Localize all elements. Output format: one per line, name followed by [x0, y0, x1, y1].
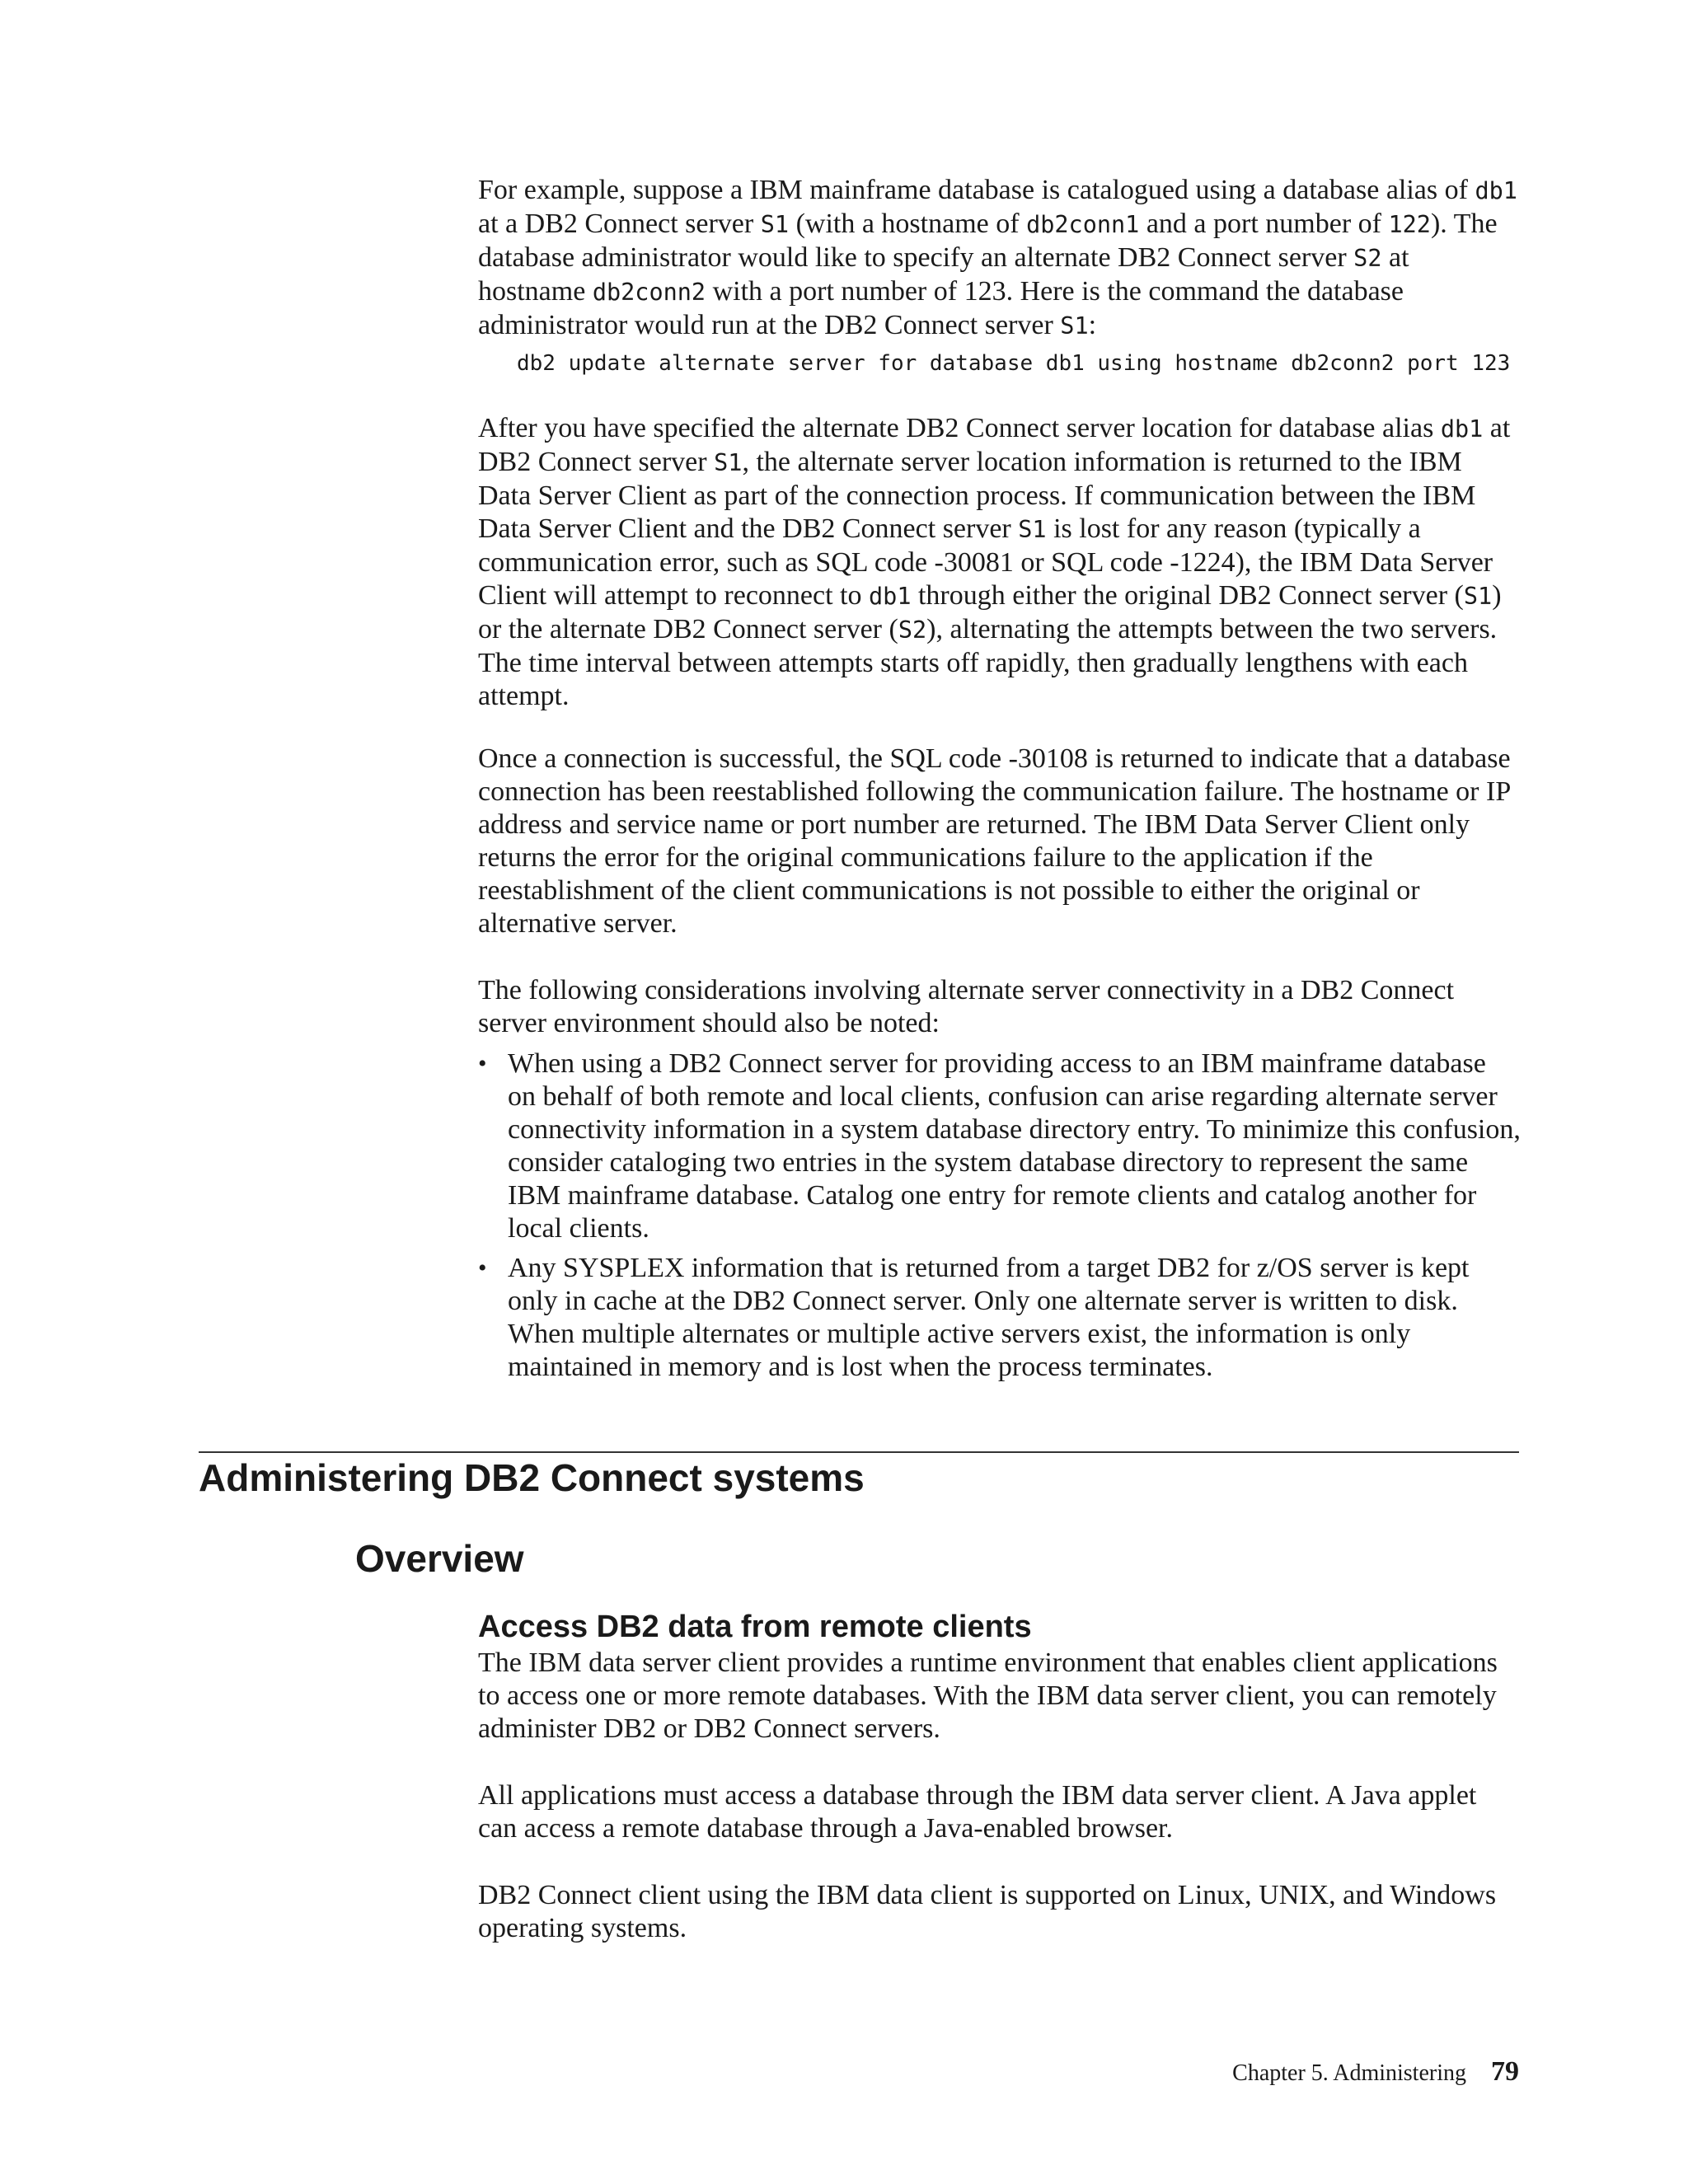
section-heading: Administering DB2 Connect systems: [199, 1456, 865, 1499]
bullet-icon: •: [478, 1050, 487, 1077]
inline-code: db1: [869, 583, 912, 610]
page-number: 79: [1491, 2056, 1519, 2087]
text-run: at DB2 Connect server: [478, 413, 1511, 477]
text-run: :: [1088, 310, 1097, 340]
section-divider: [199, 1451, 1519, 1453]
bullet-icon: •: [478, 1254, 487, 1282]
inline-code: S1: [1018, 516, 1047, 543]
inline-code: db1: [1475, 177, 1517, 204]
inline-code: S1: [714, 449, 743, 476]
text-run: and a port number of: [1139, 209, 1389, 239]
paragraph-text: The IBM data server client provides a runtime environment that enables client applications to access one or more remote databases. With the IBM data server client, you can remotely administer DB2 or DB2 Connect servers.: [478, 1647, 1498, 1744]
paragraph-text: The following considerations involving alternate server connectivity in a DB2 Connect server environment should also be noted:: [478, 975, 1455, 1038]
inline-code: 122: [1388, 211, 1431, 238]
text-run: For example, suppose a IBM mainframe database is catalogued using a database alias of: [478, 175, 1475, 205]
paragraph-alternate-location: [478, 412, 1521, 713]
paragraph-considerations: [478, 974, 1521, 1040]
paragraph-example: [478, 174, 1521, 343]
list-item: [478, 1047, 1521, 1245]
paragraph-text: DB2 Connect client using the IBM data client is supported on Linux, UNIX, and Windows operating systems.: [478, 1880, 1497, 1943]
page-footer: [1232, 2056, 1519, 2088]
text-run: with a port number of 123. Here is the command the database administrator would run at the DB2 Connect server: [478, 276, 1404, 340]
inline-code: S1: [1060, 312, 1089, 340]
list-item-text: When using a DB2 Connect server for providing access to an IBM mainframe database on behalf of both remote and local clients, confusion can arise regarding alternate server connectivity information in a system database directory entry. To minimize this confusion, consider cataloging two entries in the system database directory to represent the same IBM mainframe database. Catalog one entry for remote clients and catalog another for local clients.: [508, 1048, 1521, 1244]
paragraph-applications-access: [478, 1779, 1521, 1845]
inline-code: db1: [1440, 415, 1484, 443]
text-run: ), alternating the attempts between the two servers. The time interval between attempts starts off rapidly, then gradually lengthens with each attempt.: [478, 614, 1498, 711]
inline-code: S1: [1463, 583, 1493, 610]
inline-code: S2: [1353, 245, 1382, 272]
command-example: db2 update alternate server for database db1 using hostname db2conn2 port 123: [517, 351, 1511, 376]
inline-code: db2conn2: [592, 279, 706, 306]
paragraph-text: Once a connection is successful, the SQL code -30108 is returned to indicate that a database connection has been reestablished following the communication failure. The hostname or IP address and service name or port number are returned. The IBM Data Server Client only returns the error for the original communications failure to the application if the reestablishment of the client communications is not possible to either the original or alternative server.: [478, 743, 1511, 939]
subsection-heading: Overview: [355, 1537, 524, 1580]
text-run: , the alternate server location information is returned to the IBM Data Server Client as part of the connection process. If communication between the IBM Data Server Client and the DB2 Connect server: [478, 447, 1476, 544]
paragraph-runtime-environment: [478, 1647, 1521, 1746]
considerations-list: [478, 1047, 1521, 1384]
inline-code: S2: [898, 616, 927, 644]
list-item: [478, 1252, 1521, 1384]
text-run: is lost for any reason (typically a communication error, such as SQL code -30081 or SQL code -1224), the IBM Data Server Client will attempt to reconnect to: [478, 513, 1493, 611]
inline-code: db2conn1: [1026, 211, 1140, 238]
text-run: ). The database administrator would like to specify an alternate DB2 Connect server: [478, 209, 1498, 273]
text-run: ) or the alternate DB2 Connect server (: [478, 580, 1502, 644]
text-run: through either the original DB2 Connect server (: [911, 580, 1464, 611]
topic-heading: Access DB2 data from remote clients: [478, 1610, 1032, 1644]
text-run: at hostname: [478, 242, 1409, 307]
paragraph-text: All applications must access a database through the IBM data server client. A Java applet can access a remote database through a Java-enabled browser.: [478, 1780, 1477, 1844]
paragraph-supported-platforms: [478, 1879, 1521, 1945]
text-run: After you have specified the alternate DB2 Connect server location for database alias: [478, 413, 1441, 443]
list-item-text: Any SYSPLEX information that is returned from a target DB2 for z/OS server is kept only in cache at the DB2 Connect server. Only one alternate server is written to disk. When multiple alternates or multiple active servers exist, the information is only maintained in memory and is lost when the process terminates.: [508, 1253, 1470, 1382]
inline-code: S1: [760, 211, 790, 238]
chapter-label: Chapter 5. Administering: [1232, 2060, 1466, 2086]
paragraph-connection-success: [478, 743, 1521, 940]
text-run: at a DB2 Connect server: [478, 209, 761, 239]
text-run: (with a hostname of: [789, 209, 1027, 239]
